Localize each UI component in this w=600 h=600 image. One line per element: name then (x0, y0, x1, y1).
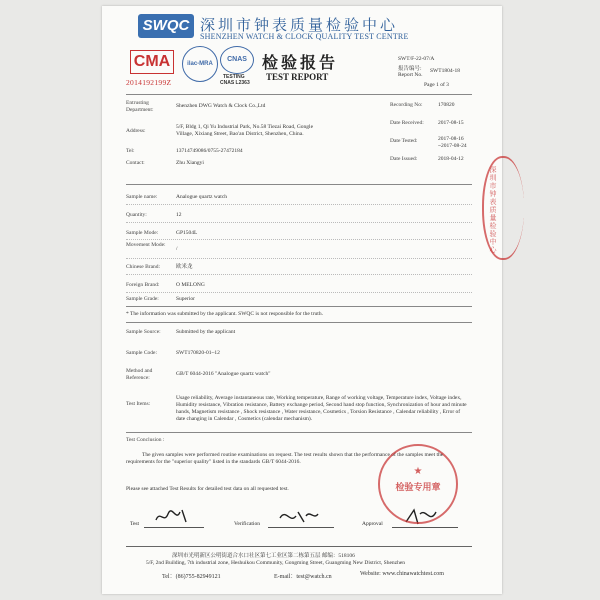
seal-star-icon: ★ (413, 466, 423, 477)
entrusting-value: Shenzhen DWG Watch & Clock Co.,Ltd (176, 103, 266, 109)
edge-seal (482, 156, 524, 260)
divider (126, 258, 472, 259)
footer-email: E-mail：test@watch.cn (274, 574, 332, 580)
quantity-label: Quantity: (126, 212, 147, 218)
address-label: Address: (126, 128, 146, 134)
date-issued-value: 2018-04-12 (438, 156, 464, 162)
applicant-notice: * The information was submitted by the applicant. SWQC is not responsible for the truth. (126, 311, 323, 317)
divider (126, 222, 472, 223)
verification-signature (276, 506, 320, 526)
attached-results-note: Please see attached Test Results for detailed test data on all requested test. (126, 486, 289, 492)
sample-name-label: Sample name: (126, 194, 158, 200)
report-number: SWT1804-18 (430, 68, 460, 74)
sample-code-label: Sample Code: (126, 350, 158, 356)
cnas-logo: CNAS (220, 46, 254, 74)
ilac-mra-logo: ilac-MRA (182, 46, 218, 82)
tel-value: 13714749086/0755-27472184 (176, 148, 243, 154)
test-items-label: Test Items: (126, 401, 151, 407)
verification-signature-line (268, 527, 334, 528)
form-code: SWT/F-22-07/A (398, 56, 435, 62)
sample-mode-value: GP1504L (176, 230, 198, 236)
verification-signature-label: Verification (234, 521, 260, 527)
footer-website: Website: www.chinawatchtest.com (360, 571, 444, 577)
date-issued-label: Date Issued: (390, 156, 418, 162)
date-received-label: Date Received: (390, 120, 424, 126)
divider (126, 274, 472, 275)
date-tested-label: Date Tested: (390, 138, 418, 144)
centre-title-en: SHENZHEN WATCH & CLOCK QUALITY TEST CENTRE (200, 32, 409, 41)
inspection-seal (378, 444, 458, 524)
tel-label: Tel: (126, 148, 135, 154)
sample-source-value: Submitted by the applicant (176, 329, 236, 335)
divider (126, 204, 472, 205)
date-tested-value-start: 2017-08-16 (438, 136, 464, 142)
sample-source-label: Sample Source: (126, 329, 161, 335)
method-value: GB/T 6044-2016 "Analogue quartz watch" (176, 371, 271, 377)
conclusion-text: The given samples were performed routine examinations on request. The test results shown that the performance of the samples meet the requirements for the "superior quality" listed in the standards GB/T 6044-2016. (126, 452, 444, 465)
foreign-brand-value: O MELONG (176, 282, 205, 288)
divider (126, 239, 472, 240)
footer-address-cn: 深圳市光明新区公明街道合水口社区第七工业区第二栋第五层 邮编：518106 (172, 553, 355, 559)
test-items-value: Usage reliability, Average instantaneous rate, Working temperature, Range of working voltage, Temperature index, Voltage index, Humidity resistance, Vibration resistance, Battery exchange period, Second hand stop function, Synchronization of hour and minute hands, Magnetism resistance , Shock resistance , Water resistance, Cosmetics , Torsion Resistance , Calendar reliability , Error of date changing in Calendar , Cosmetics (calendar mechanism). (176, 395, 467, 422)
report-no-label-cn: 报告编号: (398, 66, 422, 72)
sample-grade-value: Superior (176, 296, 195, 302)
contact-value: Zhu Xiangyi (176, 160, 204, 166)
footer-tel: Tel：(86)755-82949121 (162, 574, 221, 580)
sample-name-value: Analogue quartz watch (176, 194, 228, 200)
sample-grade-label: Sample Grade: (126, 296, 159, 302)
recording-value: 170820 (438, 102, 455, 108)
divider (126, 292, 472, 293)
conclusion-label: Test Conclusion : (126, 437, 165, 443)
cnas-code: CNAS L2363 (220, 80, 250, 86)
contact-label: Contact: (126, 160, 145, 166)
divider (126, 94, 472, 95)
divider (126, 306, 472, 307)
cma-number: 2014192199Z (126, 78, 172, 87)
quantity-value: 12 (176, 212, 182, 218)
test-signature (152, 506, 192, 526)
page-number: Page 1 of 3 (424, 82, 449, 88)
centre-title-cn: 深圳市钟表质量检验中心 (200, 18, 399, 34)
movement-mode-value: / (176, 246, 178, 252)
foreign-brand-label: Foreign Brand: (126, 282, 160, 288)
method-label: Method and Reference: (126, 368, 153, 381)
test-signature-line (144, 527, 204, 528)
divider (126, 184, 472, 185)
test-signature-label: Test (130, 521, 140, 527)
date-received-value: 2017-08-15 (438, 120, 464, 126)
report-no-label: Report No. (398, 72, 423, 78)
divider (126, 322, 472, 323)
seal-text: 检验专用章 (395, 482, 441, 492)
address-value-line1: 5/F, Bldg 1, Qi Yu Industrial Park, No.58 Tiezai Road, Gongle (176, 124, 314, 130)
cma-logo: CMA (130, 50, 174, 74)
sample-code-value: SWT170820-01~12 (176, 350, 220, 356)
report-title-en: TEST REPORT (266, 72, 329, 82)
entrusting-label: Entrusting Department: (126, 100, 154, 113)
footer-address-en: 5/F, 2nd Building, 7th industrial zone, Heshuikou Community, Gongming Street, Guangming New District, Shenzhen (146, 560, 406, 566)
sample-mode-label: Sample Mode: (126, 230, 159, 236)
approval-signature-label: Approval (362, 521, 383, 527)
swqc-logo: SWQC (138, 14, 194, 38)
chinese-brand-label: Chinese Brand: (126, 264, 161, 270)
recording-label: Recording No: (390, 102, 423, 108)
date-tested-value-end: ~2017-08-24 (438, 143, 467, 149)
cnas-testing-label: TESTING (223, 74, 245, 80)
edge-seal-text: 深圳市钟表质量检验中心 (489, 166, 497, 254)
report-title-cn: 检验报告 (262, 55, 339, 72)
chinese-brand-value: 欧米龙 (176, 264, 193, 270)
movement-mode-label: Movement Mode: (126, 242, 166, 248)
divider (126, 432, 472, 433)
report-page (102, 6, 502, 594)
footer-divider (126, 546, 472, 547)
address-value-line2: Village, Xixiang Street, Bao'an District, Shenzhen, China. (176, 131, 304, 137)
